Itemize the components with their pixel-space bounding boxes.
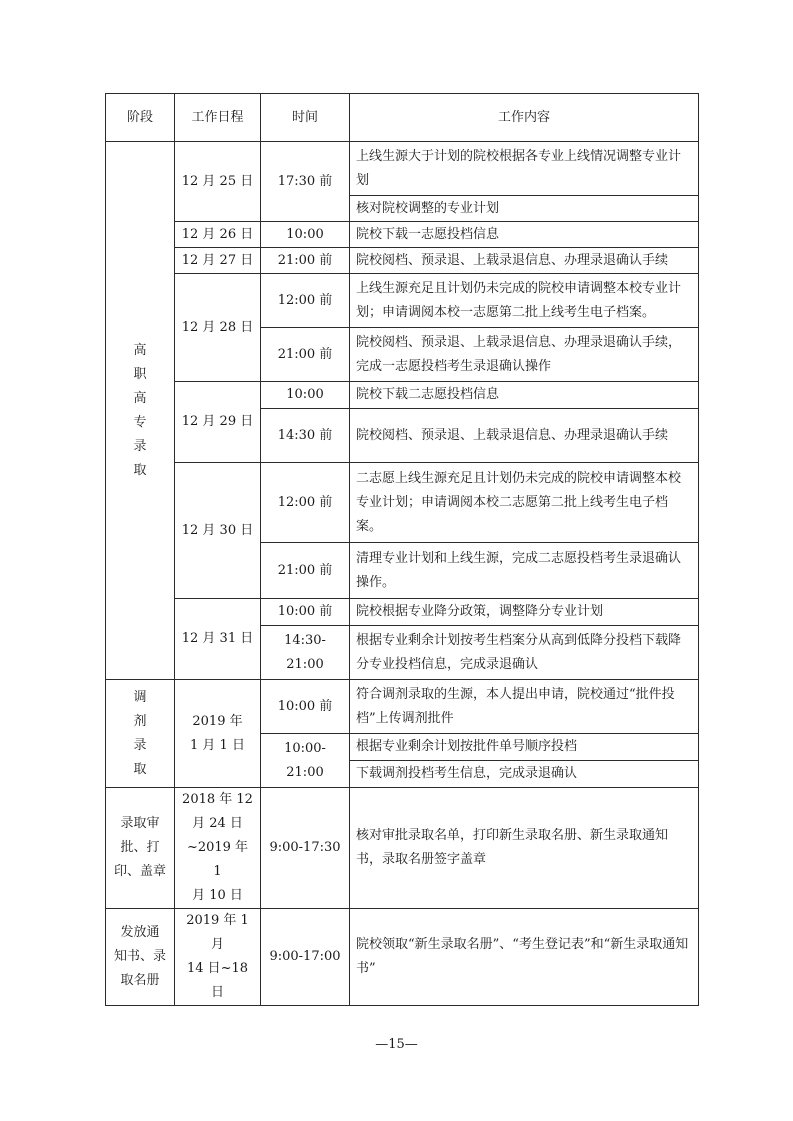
content-cell: 下载调剂投档考生信息，完成录退确认: [350, 761, 699, 788]
time-cell: 10:00 前: [261, 599, 350, 626]
content-cell: 核对审批录取名单，打印新生录取名册、新生录取通知书，录取名册签字盖章: [350, 788, 699, 909]
content-cell: 院校下载一志愿投档信息: [350, 222, 699, 248]
stage-tiaoji: 调 剂 录 取: [106, 680, 175, 788]
table-row: [106, 248, 699, 274]
time-cell: 14:30-21:00: [261, 626, 350, 680]
content-cell: 根据专业剩余计划按批件单号顺序投档: [350, 734, 699, 761]
date-cell: 12 月 27 日: [175, 248, 261, 274]
schedule-table: [105, 93, 699, 1006]
time-cell: 10:00: [261, 222, 350, 248]
page-number: —15—: [375, 1037, 418, 1052]
date-cell: 2018 年 12 月 24 日 ~2019 年 1 月 10 日: [175, 788, 261, 909]
content-cell: 根据专业剩余计划按考生档案分从高到低降分投档下载降分专业投档信息，完成录退确认: [350, 626, 699, 680]
content-cell: 上线生源大于计划的院校根据各专业上线情况调整专业计划: [350, 142, 699, 196]
date-cell: 12 月 29 日: [175, 382, 261, 463]
time-cell: 9:00-17:30: [261, 788, 350, 909]
table-row: [106, 463, 699, 543]
table-row: [106, 222, 699, 248]
time-cell: 10:00-21:00: [261, 734, 350, 788]
content-cell: 符合调剂录取的生源，本人提出申请，院校通过“批件投档”上传调剂批件: [350, 680, 699, 734]
stage-shenpi: 录取审 批、打 印、盖章: [106, 788, 175, 909]
content-cell: 院校阅档、预录退、上载录退信息、办理录退确认手续: [350, 409, 699, 463]
time-cell: 12:00 前: [261, 463, 350, 543]
content-cell: 院校下载二志愿投档信息: [350, 382, 699, 409]
date-cell: 12 月 26 日: [175, 222, 261, 248]
content-cell: 院校阅档、预录退、上载录退信息、办理录退确认手续: [350, 248, 699, 274]
header-stage: 阶段: [106, 94, 175, 142]
date-cell: 12 月 28 日: [175, 274, 261, 382]
content-cell: 清理专业计划和上线生源，完成二志愿投档考生录退确认操作。: [350, 543, 699, 599]
table-row: [106, 680, 699, 734]
header-schedule: 工作日程: [175, 94, 261, 142]
header-content: 工作内容: [350, 94, 699, 142]
date-cell: 12 月 25 日: [175, 142, 261, 222]
table-row: [106, 788, 699, 909]
table-row: [106, 382, 699, 409]
stage-gaozhi: 高 职 高 专 录 取: [106, 142, 175, 680]
header-row: [106, 94, 699, 142]
date-cell: 12 月 31 日: [175, 599, 261, 680]
time-cell: 9:00-17:00: [261, 909, 350, 1006]
table-row: [106, 599, 699, 626]
content-cell: 核对院校调整的专业计划: [350, 196, 699, 222]
date-cell: 2019 年 1 月 1 日: [175, 680, 261, 788]
time-cell: 10:00: [261, 382, 350, 409]
stage-fafang: 发放通 知书、录 取名册: [106, 909, 175, 1006]
time-cell: 21:00 前: [261, 328, 350, 382]
content-cell: 上线生源充足且计划仍未完成的院校申请调整本校专业计划；申请调阅本校一志愿第二批上线考生电子档案。: [350, 274, 699, 328]
date-cell: 2019 年 1 月 14 日~18 日: [175, 909, 261, 1006]
time-cell: 21:00 前: [261, 248, 350, 274]
time-cell: 21:00 前: [261, 543, 350, 599]
time-cell: 17:30 前: [261, 142, 350, 222]
table-row: [106, 909, 699, 1006]
time-cell: 10:00 前: [261, 680, 350, 734]
content-cell: 院校领取“新生录取名册”、“考生登记表”和“新生录取通知书”: [350, 909, 699, 1006]
table-row: [106, 142, 699, 196]
table-row: [106, 274, 699, 328]
time-cell: 12:00 前: [261, 274, 350, 328]
date-cell: 12 月 30 日: [175, 463, 261, 599]
content-cell: 院校根据专业降分政策，调整降分专业计划: [350, 599, 699, 626]
time-cell: 14:30 前: [261, 409, 350, 463]
header-time: 时间: [261, 94, 350, 142]
content-cell: 二志愿上线生源充足且计划仍未完成的院校申请调整本校专业计划；申请调阅本校二志愿第二批上线考生电子档案。: [350, 463, 699, 543]
content-cell: 院校阅档、预录退、上载录退信息、办理录退确认手续，完成一志愿投档考生录退确认操作: [350, 328, 699, 382]
